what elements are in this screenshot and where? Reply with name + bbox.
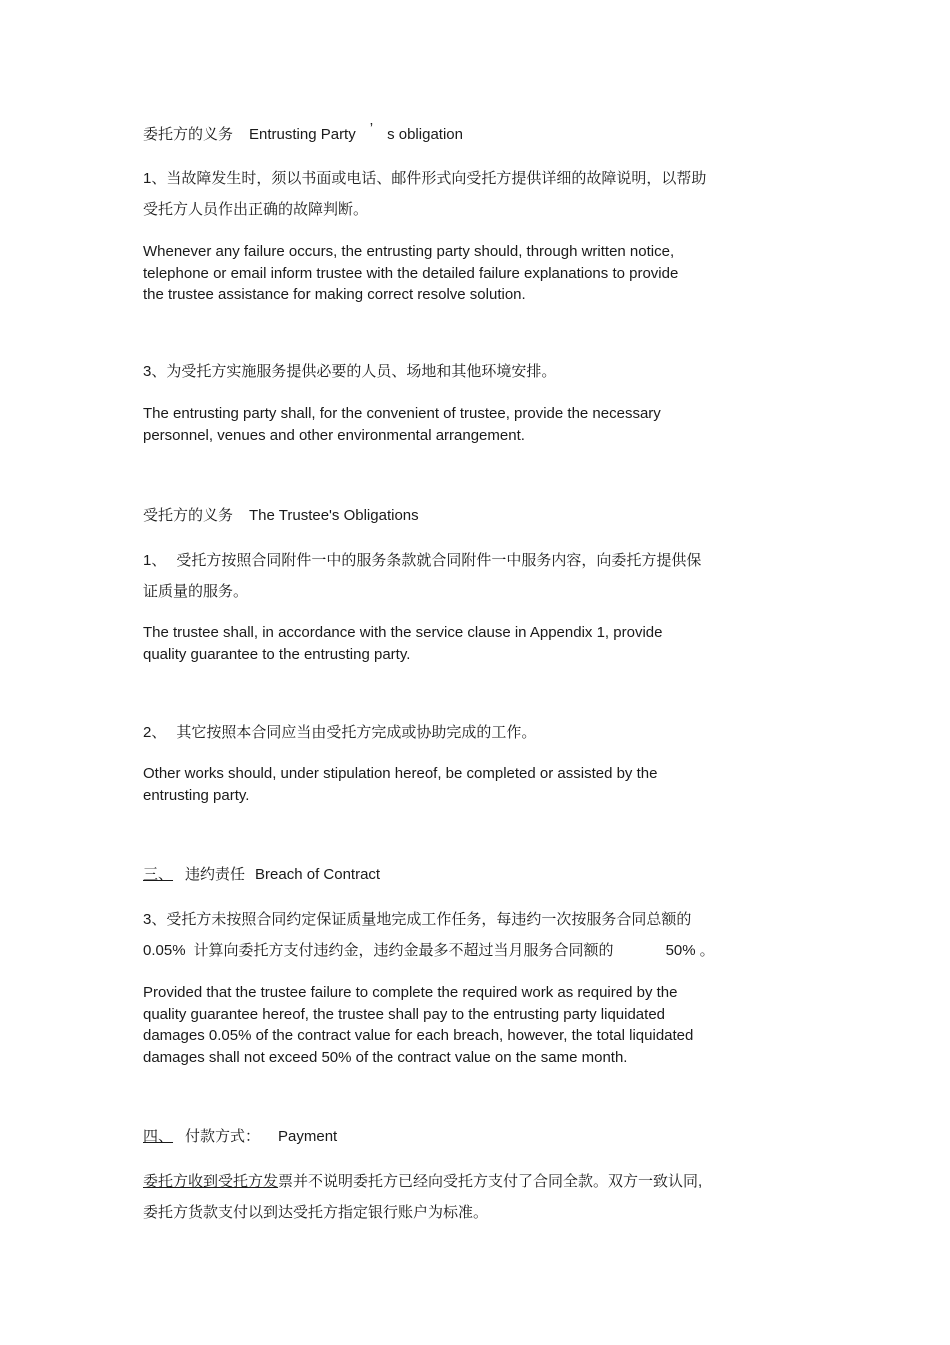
payment-clause-zh: [143, 1166, 753, 1228]
breach-clause-en-line-4: damages shall not exceed 50% of the contract value on the same month.: [143, 1048, 628, 1066]
clause-1-en-line-2: telephone or email inform trustee with the detailed failure explanations to provide: [143, 264, 679, 282]
section-heading-trustee: [143, 507, 753, 525]
section-heading-breach: [143, 866, 753, 884]
breach-clause-zh-line-1: 3、受托方未按照合同约定保证质量地完成工作任务，每违约一次按服务合同总额的: [143, 911, 692, 928]
clause-3-en-line-2: personnel, venues and other environmental arrangement.: [143, 426, 525, 444]
section-number: 三、: [143, 866, 174, 883]
penalty-cap: 50%: [665, 942, 696, 959]
clause-3-en-line-1: The entrusting party shall, for the convenient of trustee, provide the necessary: [143, 405, 661, 422]
breach-clause-en-line-3: damages 0.05% of the contract value for each breach, however, the total liquidated: [143, 1027, 694, 1044]
clause-1-zh: [143, 163, 753, 225]
clause-number: 2、: [143, 724, 167, 741]
breach-clause-en-line-2: quality guarantee hereof, the trustee shall pay to the entrusting party liquidated: [143, 1005, 666, 1023]
clause-text: 票并不说明委托方已经向受托方支付了合同全款。双方一致认同,: [278, 1173, 703, 1190]
period-mark: 。: [699, 942, 715, 959]
payment-clause-zh-line-1: [143, 1166, 753, 1197]
trustee-clause-2-zh: [143, 717, 753, 748]
clause-1-en-line-1: Whenever any failure occurs, the entrusting party should, through written notice,: [143, 243, 675, 260]
trustee-clause-1-zh-line-1: [143, 545, 753, 576]
breach-clause-zh-line-2: [143, 935, 753, 966]
clause-3-zh: [143, 356, 753, 387]
heading-apostrophe: ’: [369, 120, 374, 137]
section-heading-entrusting-party: [143, 120, 753, 144]
heading-en: Payment: [278, 1128, 338, 1145]
clause-3-zh-line-1: 3、为受托方实施服务提供必要的人员、场地和其他环境安排。: [143, 363, 557, 380]
trustee-clause-1-en-line-1: The trustee shall, in accordance with the service clause in Appendix 1, provide: [143, 624, 663, 641]
trustee-clause-2-en-line-1: Other works should, under stipulation hereof, be completed or assisted by the: [143, 765, 658, 782]
heading-en: Entrusting Party: [249, 126, 356, 143]
clause-number: 1、: [143, 552, 167, 569]
section-number: 四、: [143, 1128, 174, 1145]
heading-zh: 付款方式：: [185, 1128, 261, 1145]
payment-clause-zh-line-2: 委托方货款支付以到达受托方指定银行账户为标准。: [143, 1204, 489, 1221]
heading-en-suffix: s obligation: [387, 126, 463, 143]
clause-3-en: [143, 403, 753, 446]
heading-en: The Trustee's Obligations: [249, 507, 419, 524]
trustee-clause-2-en-line-2: entrusting party.: [143, 786, 250, 804]
trustee-clause-2-zh-line-1: [143, 717, 753, 748]
penalty-rate: 0.05%: [143, 942, 186, 959]
clause-text: 计算向委托方支付违约金，违约金最多不超过当月服务合同额的: [193, 942, 614, 959]
trustee-clause-2-en: [143, 763, 753, 806]
section-heading-payment: [143, 1128, 753, 1146]
clause-text: 受托方按照合同附件一中的服务条款就合同附件一中服务内容，向委托方提供保: [176, 552, 702, 569]
trustee-clause-1-en-line-2: quality guarantee to the entrusting party.: [143, 645, 411, 663]
clause-1-en-line-3: the trustee assistance for making correct resolve solution.: [143, 286, 526, 303]
underlined-text: 委托方收到受托方发: [143, 1173, 279, 1190]
trustee-clause-1-zh-line-2: 证质量的服务。: [143, 583, 249, 600]
breach-clause-zh: [143, 904, 753, 966]
clause-1-zh-line-1: 1、当故障发生时，须以书面或电话、邮件形式向受托方提供详细的故障说明，以帮助: [143, 170, 707, 187]
heading-zh: 受托方的义务: [143, 507, 234, 524]
clause-1-zh-line-2: 受托方人员作出正确的故障判断。: [143, 201, 369, 218]
breach-clause-en-line-1: Provided that the trustee failure to complete the required work as required by the: [143, 984, 678, 1001]
breach-clause-en: [143, 982, 753, 1068]
trustee-clause-1-en: [143, 622, 753, 665]
clause-1-en: [143, 241, 753, 306]
heading-en: Breach of Contract: [255, 866, 381, 883]
clause-text: 其它按照本合同应当由受托方完成或协助完成的工作。: [176, 724, 537, 741]
heading-zh: 违约责任: [185, 866, 246, 883]
trustee-clause-1-zh: [143, 545, 753, 607]
heading-zh: 委托方的义务: [143, 126, 234, 143]
